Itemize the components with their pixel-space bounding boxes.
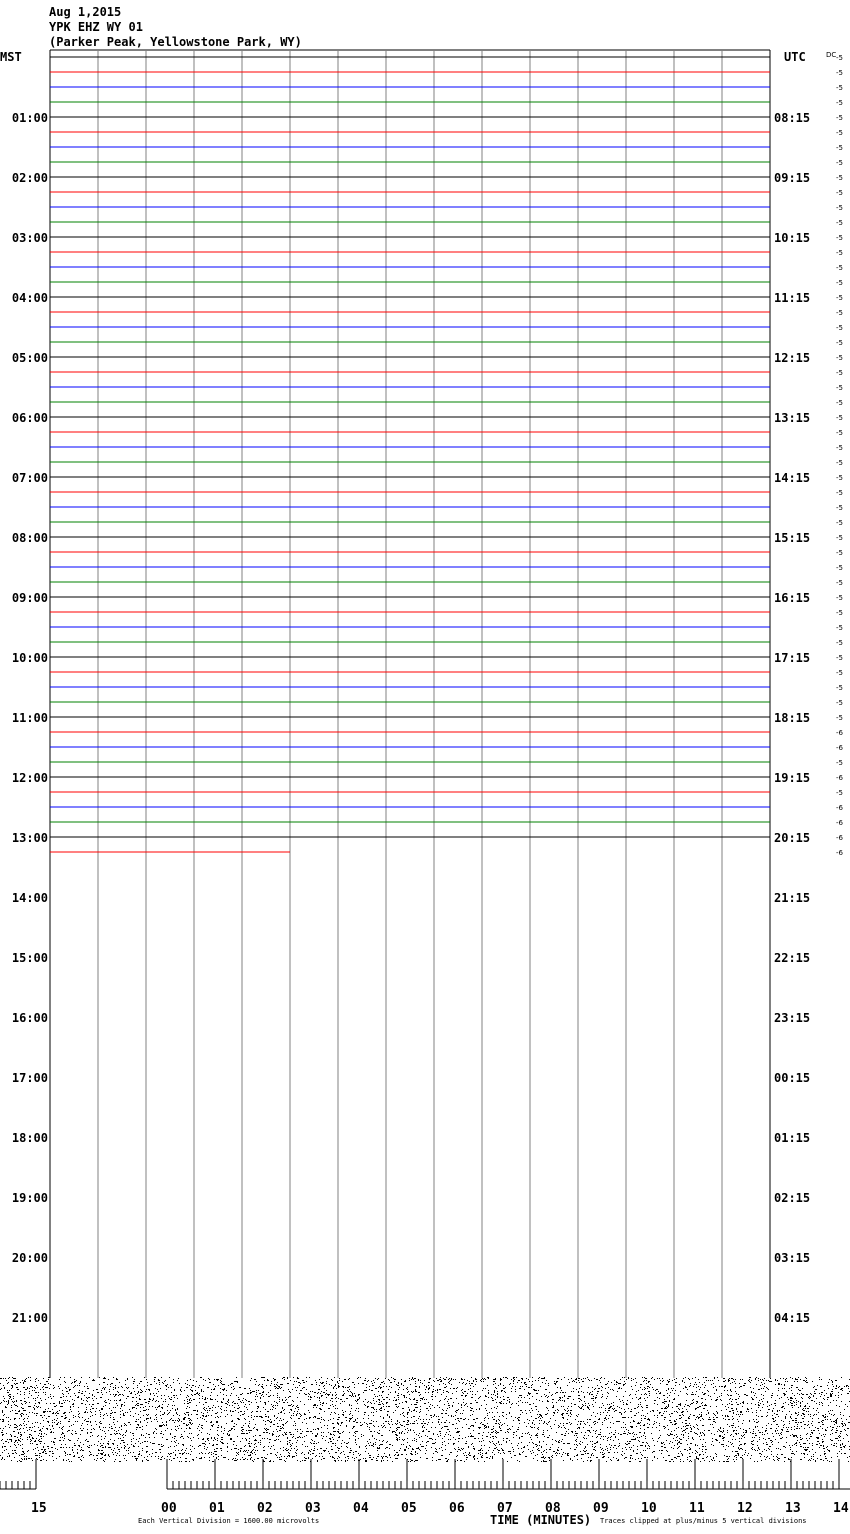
left-hour-label: 03:00 [11, 231, 48, 245]
dc-offset-value: -5 [836, 639, 843, 647]
dc-offset-value: -6 [836, 834, 843, 842]
dc-offset-value: -6 [836, 819, 843, 827]
dc-offset-value: -5 [836, 294, 843, 302]
time-tick-label: 01 [209, 1501, 225, 1516]
dc-offset-value: -5 [836, 264, 843, 272]
time-tick-label: 14 [833, 1501, 849, 1516]
right-hour-label: 18:15 [774, 711, 811, 725]
dc-offset-value: -5 [836, 249, 843, 257]
dc-offset-value: -5 [836, 594, 843, 602]
left-hour-label: 07:00 [11, 471, 48, 485]
right-hour-label: 03:15 [774, 1251, 811, 1265]
dc-offset-value: -5 [836, 699, 843, 707]
left-hour-label: 09:00 [11, 591, 48, 605]
time-tick-label: 10 [641, 1501, 657, 1516]
record-date: Aug 1,2015 [49, 5, 122, 19]
right-hour-label: 08:15 [774, 111, 811, 125]
dc-offset-value: -5 [836, 414, 843, 422]
left-hour-label: 02:00 [11, 171, 48, 185]
dc-offset-value: -6 [836, 744, 843, 752]
dc-offset-value: -6 [836, 849, 843, 857]
dc-offset-value: -5 [836, 189, 843, 197]
right-hour-label: 20:15 [774, 831, 811, 845]
dc-offset-value: -5 [836, 384, 843, 392]
time-tick-label: 12 [737, 1501, 753, 1516]
time-tick-label: 07 [497, 1501, 513, 1516]
right-hour-label: 12:15 [774, 351, 811, 365]
right-hour-label: 17:15 [774, 651, 811, 665]
dc-offset-value: -6 [836, 729, 843, 737]
right-hour-label: 21:15 [774, 891, 811, 905]
dc-offset-value: -5 [836, 204, 843, 212]
right-hour-label: 04:15 [774, 1311, 811, 1325]
dc-offset-value: -5 [836, 54, 843, 62]
dc-offset-value: -5 [836, 684, 843, 692]
dc-offset-value: -5 [836, 579, 843, 587]
dc-offset-value: -5 [836, 474, 843, 482]
dc-offset-value: -5 [836, 309, 843, 317]
time-tick-label: 05 [401, 1501, 417, 1516]
dc-offset-value: -5 [836, 459, 843, 467]
dc-offset-value: -5 [836, 714, 843, 722]
left-hour-label: 20:00 [11, 1251, 48, 1265]
time-tick-label: 09 [593, 1501, 609, 1516]
dc-offset-value: -5 [836, 519, 843, 527]
dc-offset-value: -5 [836, 759, 843, 767]
left-hour-label: 16:00 [11, 1011, 48, 1025]
time-tick-label: 15 [31, 1501, 47, 1516]
right-hour-label: 14:15 [774, 471, 811, 485]
dc-offset-value: -5 [836, 564, 843, 572]
dc-offset-value: -6 [836, 804, 843, 812]
left-hour-label: 17:00 [11, 1071, 48, 1085]
dc-offset-value: -5 [836, 219, 843, 227]
time-axis-title: TIME (MINUTES) [490, 1513, 592, 1527]
left-hour-label: 19:00 [11, 1191, 48, 1205]
dc-offset-value: -5 [836, 159, 843, 167]
right-hour-label: 16:15 [774, 591, 811, 605]
dc-offset-value: -5 [836, 84, 843, 92]
right-hour-label: 13:15 [774, 411, 811, 425]
dc-offset-value: -5 [836, 624, 843, 632]
dc-offset-value: -5 [836, 354, 843, 362]
noise-specks [0, 1377, 850, 1462]
left-hour-label: 08:00 [11, 531, 48, 545]
right-hour-label: 00:15 [774, 1071, 811, 1085]
dc-offset-value: -6 [836, 774, 843, 782]
left-hour-label: 14:00 [11, 891, 48, 905]
left-hour-label: 04:00 [11, 291, 48, 305]
dc-offset-value: -5 [836, 504, 843, 512]
scale-note: Each Vertical Division = 1600.00 microvolts [138, 1517, 320, 1525]
dc-offset-value: -5 [836, 399, 843, 407]
station-location: (Parker Peak, Yellowstone Park, WY) [49, 35, 302, 49]
time-tick-label: 06 [449, 1501, 465, 1516]
dc-offset-value: -5 [836, 279, 843, 287]
left-hour-label: 12:00 [11, 771, 48, 785]
left-hour-label: 05:00 [11, 351, 48, 365]
dc-offset-value: -5 [836, 654, 843, 662]
time-tick-label: 00 [161, 1501, 177, 1516]
right-hour-label: 22:15 [774, 951, 811, 965]
left-hour-label: 15:00 [11, 951, 48, 965]
left-hour-label: 18:00 [11, 1131, 48, 1145]
right-hour-label: 01:15 [774, 1131, 811, 1145]
left-hour-label: 01:00 [11, 111, 48, 125]
station-code: YPK EHZ WY 01 [49, 20, 143, 34]
dc-offset-value: -5 [836, 174, 843, 182]
dc-offset-header: DC [826, 51, 837, 59]
right-timezone-label: UTC [784, 50, 806, 64]
dc-offset-value: -5 [836, 324, 843, 332]
right-hour-label: 19:15 [774, 771, 811, 785]
dc-offset-value: -5 [836, 369, 843, 377]
left-hour-label: 13:00 [11, 831, 48, 845]
right-hour-label: 09:15 [774, 171, 811, 185]
right-hour-label: 10:15 [774, 231, 811, 245]
dc-offset-value: -5 [836, 789, 843, 797]
left-hour-label: 21:00 [11, 1311, 48, 1325]
time-tick-label: 13 [785, 1501, 801, 1516]
dc-offset-value: -5 [836, 489, 843, 497]
time-tick-label: 03 [305, 1501, 321, 1516]
left-hour-label: 10:00 [11, 651, 48, 665]
time-tick-label: 02 [257, 1501, 273, 1516]
left-hour-label: 11:00 [11, 711, 48, 725]
time-tick-label: 04 [353, 1501, 369, 1516]
dc-offset-value: -5 [836, 669, 843, 677]
left-hour-label: 06:00 [11, 411, 48, 425]
dc-offset-value: -5 [836, 429, 843, 437]
dc-offset-value: -5 [836, 444, 843, 452]
dc-offset-value: -5 [836, 144, 843, 152]
right-hour-label: 02:15 [774, 1191, 811, 1205]
dc-offset-value: -5 [836, 114, 843, 122]
dc-offset-value: -5 [836, 339, 843, 347]
left-timezone-label: MST [0, 50, 22, 64]
right-hour-label: 23:15 [774, 1011, 811, 1025]
time-tick-label: 08 [545, 1501, 561, 1516]
clip-note: Traces clipped at plus/minus 5 vertical divisions [600, 1517, 807, 1525]
dc-offset-value: -5 [836, 129, 843, 137]
signal-noise-band [0, 1377, 850, 1462]
dc-offset-value: -5 [836, 549, 843, 557]
dc-offset-value: -5 [836, 234, 843, 242]
dc-offset-value: -5 [836, 609, 843, 617]
right-hour-label: 11:15 [774, 291, 811, 305]
time-tick-label: 11 [689, 1501, 705, 1516]
dc-offset-value: -5 [836, 534, 843, 542]
dc-offset-value: -5 [836, 99, 843, 107]
right-hour-label: 15:15 [774, 531, 811, 545]
dc-offset-value: -5 [836, 69, 843, 77]
